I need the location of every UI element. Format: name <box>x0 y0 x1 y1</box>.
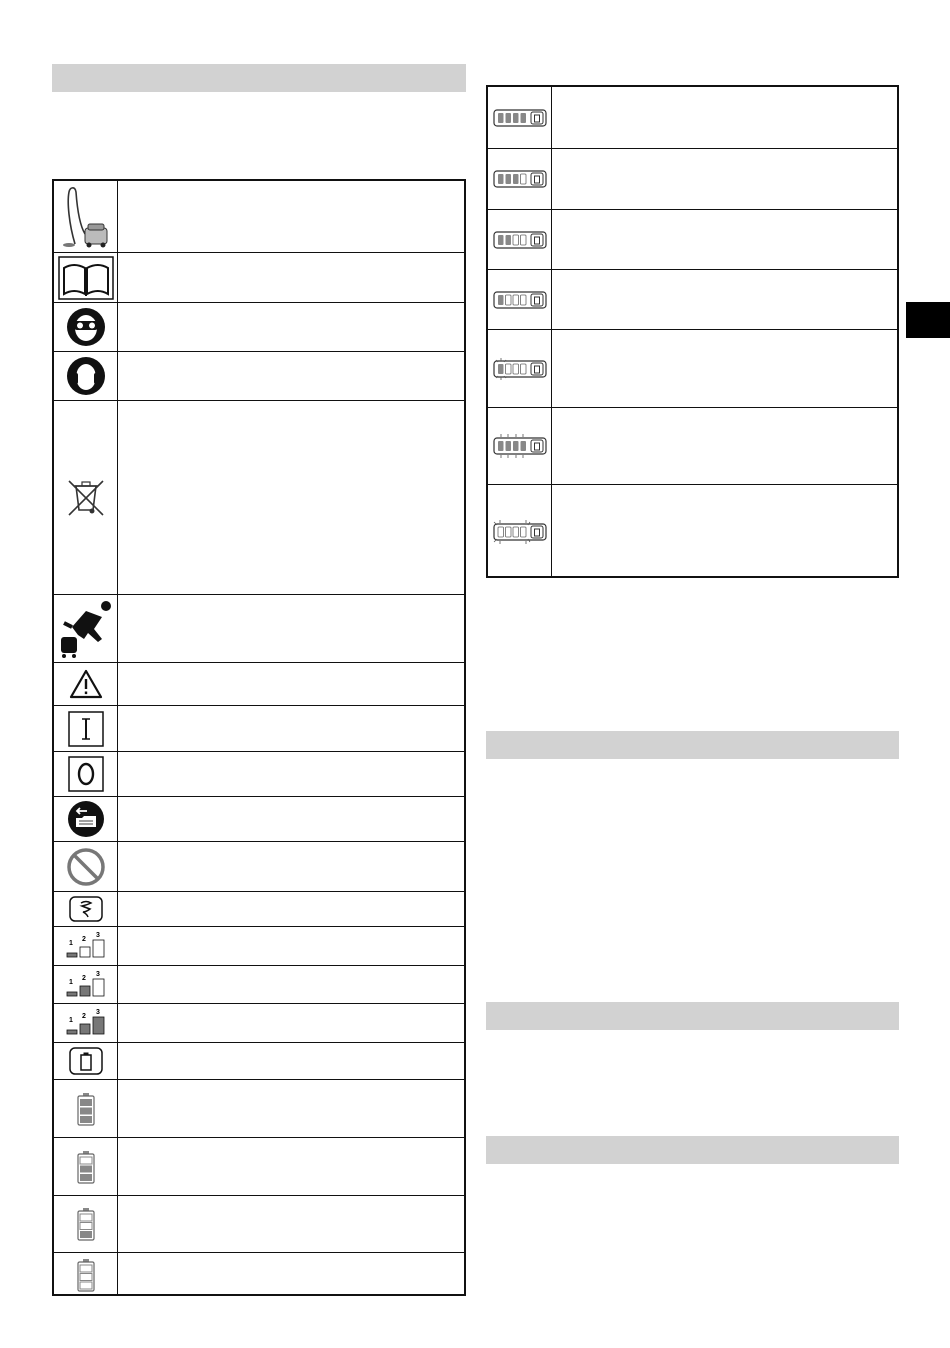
battery-charge-blinking-sides-icon <box>492 518 548 546</box>
section-heading-bar-2 <box>486 731 899 759</box>
symbol-row <box>54 302 464 351</box>
symbol-row <box>54 1252 464 1296</box>
symbol-description <box>118 1196 464 1252</box>
symbol-description <box>118 1080 464 1137</box>
symbol-description <box>118 663 464 705</box>
symbol-description <box>118 1138 464 1195</box>
battery-charge-blinking-low-icon <box>492 356 548 382</box>
symbol-row <box>54 662 464 705</box>
symbol-row <box>54 705 464 751</box>
battery-charge-3-of-4-icon <box>493 168 547 190</box>
suction-level-2-icon <box>64 971 108 999</box>
battery-indicator-table <box>486 85 899 578</box>
symbol-description <box>118 352 464 400</box>
warning-triangle-icon <box>69 669 103 699</box>
symbol-description <box>118 842 464 891</box>
crossed-out-wheelie-bin-icon <box>66 478 106 518</box>
section-heading-bar-4 <box>486 1136 899 1164</box>
symbol-row <box>54 796 464 841</box>
symbol-description <box>118 1043 464 1079</box>
svg-text:3: 3 <box>95 970 100 978</box>
chapter-side-tab <box>906 302 950 338</box>
battery-charge-4-of-4-icon <box>493 107 547 129</box>
indicator-description <box>552 330 897 407</box>
indicator-description <box>552 87 897 148</box>
suction-level-1-icon <box>64 932 108 960</box>
symbol-description <box>118 892 464 926</box>
symbol-description <box>118 595 464 662</box>
symbols-table <box>52 179 466 1296</box>
symbol-row <box>54 891 464 926</box>
wear-ear-protection-icon <box>66 356 106 396</box>
battery-empty-icon <box>77 1258 95 1292</box>
symbol-row <box>54 252 464 302</box>
indicator-description <box>552 485 897 578</box>
battery-3-bars-icon <box>77 1092 95 1126</box>
symbol-row <box>54 751 464 796</box>
svg-text:2: 2 <box>81 936 86 943</box>
svg-text:1: 1 <box>68 940 73 947</box>
indicator-description <box>552 210 897 269</box>
symbol-row <box>54 400 464 594</box>
symbol-row <box>54 594 464 662</box>
suction-level-3-icon <box>64 1009 108 1037</box>
cyclone-mode-icon <box>69 896 103 922</box>
filter-cleaning-icon <box>67 800 105 838</box>
section-heading-bar-symbols <box>52 64 466 92</box>
battery-charge-1-of-4-icon <box>493 289 547 311</box>
symbol-description <box>118 181 464 252</box>
svg-text:1: 1 <box>68 978 73 986</box>
symbol-row <box>54 841 464 891</box>
symbol-description <box>118 401 464 594</box>
prohibition-icon <box>66 847 106 887</box>
indicator-row <box>488 484 897 578</box>
symbol-row <box>54 351 464 400</box>
symbol-row <box>54 1195 464 1252</box>
indicator-description <box>552 408 897 484</box>
svg-text:3: 3 <box>95 1009 100 1016</box>
indicator-row <box>488 407 897 484</box>
indicator-description <box>552 270 897 329</box>
symbol-description <box>118 706 464 751</box>
svg-text:2: 2 <box>81 1013 86 1020</box>
tipping-hazard-icon <box>58 599 114 659</box>
indicator-row <box>488 329 897 407</box>
symbol-description <box>118 303 464 351</box>
symbol-row <box>54 1042 464 1079</box>
symbol-description <box>118 253 464 302</box>
battery-1-bar-icon <box>77 1207 95 1241</box>
indicator-row <box>488 87 897 148</box>
symbol-row <box>54 181 464 252</box>
symbol-row <box>54 926 464 965</box>
svg-text:1: 1 <box>68 1017 73 1024</box>
section-heading-bar-3 <box>486 1002 899 1030</box>
indicator-description <box>552 149 897 209</box>
indicator-row <box>488 269 897 329</box>
symbol-description <box>118 752 464 796</box>
symbol-description <box>118 797 464 841</box>
battery-charge-2-of-4-icon <box>493 229 547 251</box>
symbol-description <box>118 966 464 1003</box>
battery-2-bars-icon <box>77 1150 95 1184</box>
symbol-description <box>118 1253 464 1296</box>
vacuum-cleaner-icon <box>61 184 111 250</box>
indicator-row <box>488 209 897 269</box>
battery-icon <box>69 1047 103 1075</box>
svg-text:2: 2 <box>81 974 86 982</box>
read-manual-icon <box>58 256 114 300</box>
symbol-row <box>54 1003 464 1042</box>
power-off-icon <box>68 756 104 792</box>
wear-eye-protection-icon <box>66 307 106 347</box>
symbol-row <box>54 965 464 1003</box>
symbol-row <box>54 1079 464 1137</box>
svg-text:3: 3 <box>95 932 100 939</box>
symbol-description <box>118 927 464 965</box>
indicator-row <box>488 148 897 209</box>
battery-charge-blinking-all-icon <box>492 433 548 459</box>
symbol-description <box>118 1004 464 1042</box>
symbol-row <box>54 1137 464 1195</box>
power-on-icon <box>68 711 104 747</box>
